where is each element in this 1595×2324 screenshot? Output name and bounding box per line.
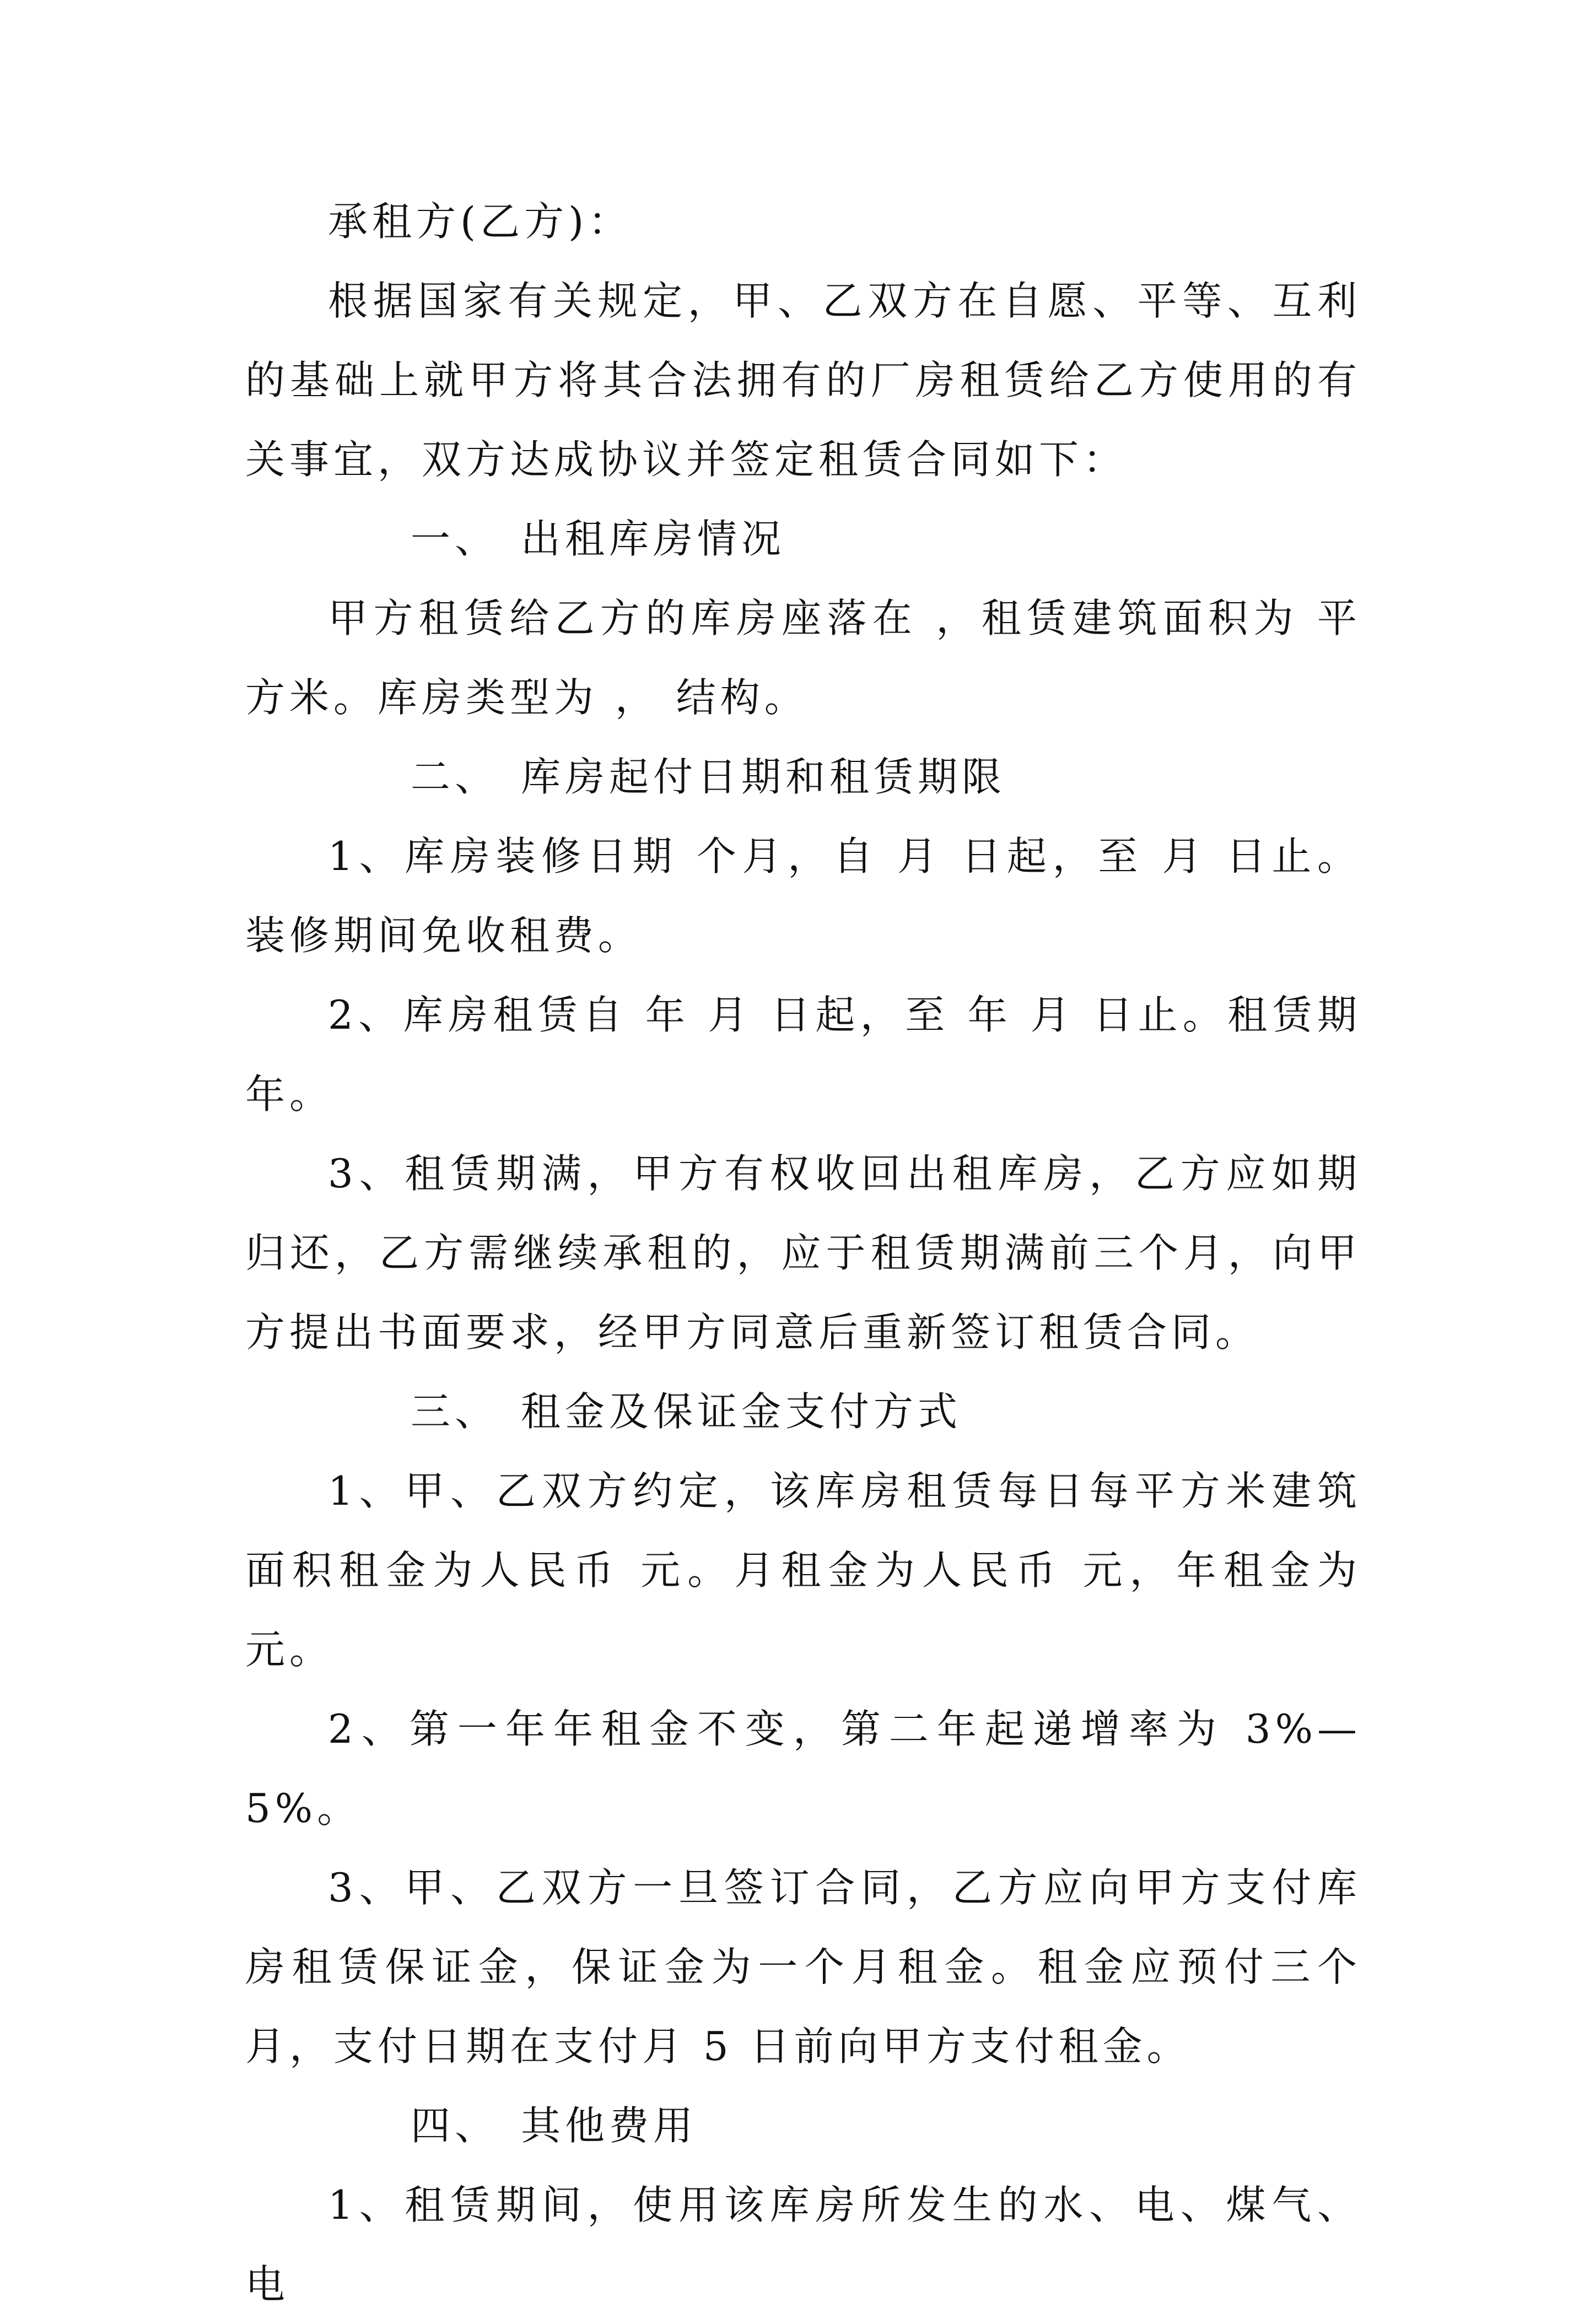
section-heading-2 (245, 737, 1361, 817)
section-heading-4 (245, 2086, 1361, 2165)
section-heading-1 (245, 499, 1361, 579)
clause-paragraph: 3、租赁期满，甲方有权收回出租库房，乙方应如期归还，乙方需继续承租的，应于租赁期满前三个月，向甲方提出书面要求，经甲方同意后重新签订租赁合同。 (245, 1150, 1361, 1355)
section-title: 租金及保证金支付方式 (521, 1388, 962, 1435)
clause-paragraph: 1、甲、乙双方约定，该库房租赁每日每平方米建筑面积租金为人民币 元。月租金为人民币 元，年租金为 元。 (245, 1468, 1361, 1673)
clause-paragraph: 2、第一年年租金不变，第二年起递增率为 3%—5%。 (245, 1706, 1361, 1831)
clause-paragraph: 2、库房租赁自 年 月 日起，至 年 月 日止。租赁期 年。 (245, 992, 1361, 1117)
section-title: 出租库房情况 (521, 516, 786, 562)
clause-paragraph: 3、甲、乙双方一旦签订合同，乙方应向甲方支付库房租赁保证金，保证金为一个月租金。租金应预付三个月，支付日期在支付月 5 日前向甲方支付租金。 (245, 1864, 1361, 2069)
clause-paragraph: 1、库房装修日期 个月，自 月 日起，至 月 日止。装修期间免收租费。 (245, 833, 1361, 959)
preamble-paragraph: 根据国家有关规定，甲、乙双方在自愿、平等、互利的基础上就甲方将其合法拥有的厂房租赁给乙方使用的有关事宜，双方达成协议并签定租赁合同如下： (245, 278, 1361, 483)
document-body (245, 182, 1361, 2324)
section-title: 其他费用 (521, 2103, 698, 2149)
section-number: 四、 (411, 2103, 499, 2149)
lessee-line: 承租方(乙方)： (328, 198, 633, 245)
section-heading-3 (245, 1372, 1361, 1451)
section-number: 三、 (411, 1388, 499, 1435)
clause-paragraph: 甲方租赁给乙方的库房座落在 ，租赁建筑面积为 平方米。库房类型为 ， 结构。 (245, 595, 1361, 721)
clause-paragraph: 1、租赁期间，使用该库房所发生的水、电、煤气、电 (245, 2182, 1361, 2307)
section-number: 一、 (411, 516, 499, 562)
section-number: 二、 (411, 754, 499, 800)
section-title: 库房起付日期和租赁期限 (521, 754, 1006, 800)
